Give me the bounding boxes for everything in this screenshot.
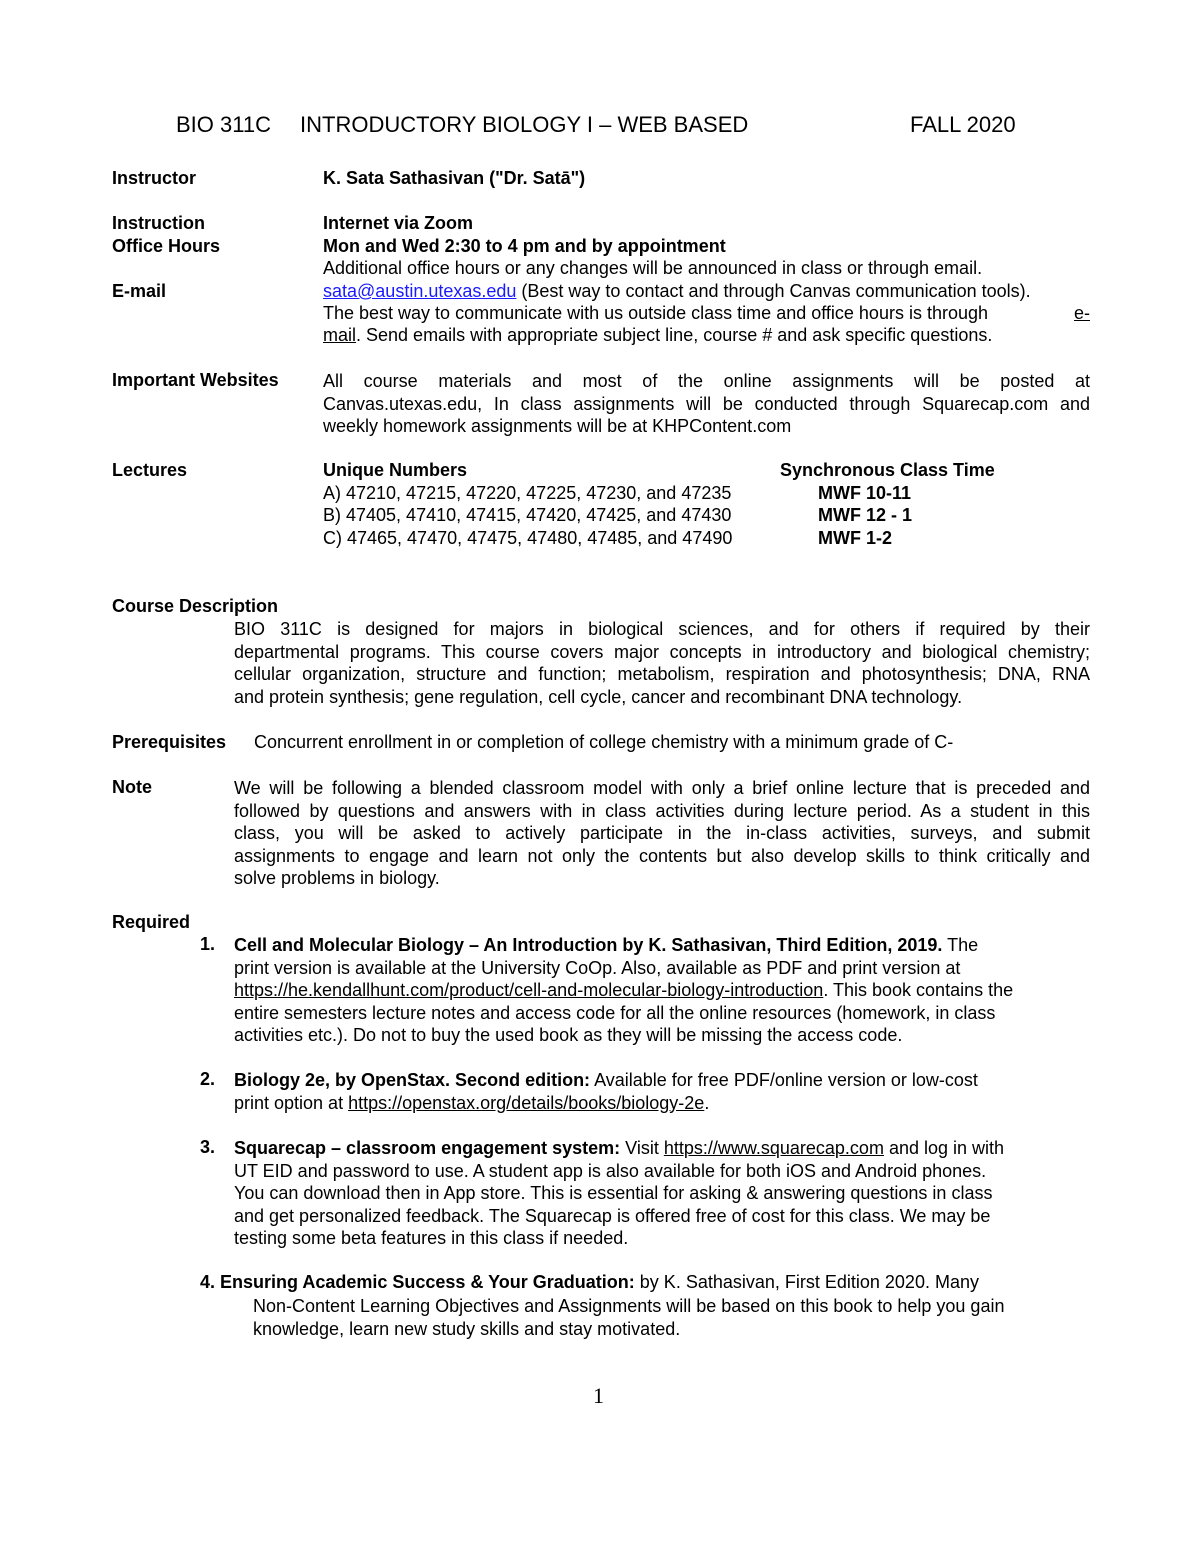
required-item-3-line: UT EID and password to use. A student app is also available for both iOS and Android phones. (234, 1160, 987, 1181)
course-title: INTRODUCTORY BIOLOGY I – WEB BASED (300, 112, 749, 137)
note-text (234, 777, 1090, 890)
openstax-link[interactable]: https://openstax.org/details/books/biology-2e (348, 1092, 705, 1113)
lecture-numbers-a: A) 47210, 47215, 47220, 47225, 47230, and 47235 (323, 483, 732, 503)
note-line: We will be following a blended classroom model with only a brief online lecture that is preceded and (234, 778, 1090, 798)
instructor-value: K. Sata Sathasivan ("Dr. Satā") (323, 168, 586, 188)
note-line: followed by questions and answers with in class activities during lecture period. As a student in this (234, 800, 1090, 821)
required-item-2-text: . (704, 1092, 710, 1113)
email-note: (Best way to contact and through Canvas communication tools). (516, 281, 1031, 301)
required-item-1-number: 1. (200, 934, 216, 954)
email-link[interactable]: sata@austin.utexas.edu (323, 281, 517, 301)
email-line-2 (323, 303, 1090, 324)
email-line-3-link[interactable]: mail (323, 325, 357, 345)
required-item-3-line: and get personalized feedback. The Squarecap is offered free of cost for this class. We may be (234, 1205, 991, 1226)
office-hours-label: Office Hours (112, 236, 221, 256)
required-item-3-text: and log in with (883, 1138, 1005, 1158)
websites-line: Canvas.utexas.edu, In class assignments will be conducted through Squarecap.com and (323, 393, 1090, 414)
websites-line: weekly homework assignments will be at KHPContent.com (323, 416, 792, 436)
required-item-1 (234, 934, 1104, 1047)
lecture-time-b: MWF 12 - 1 (818, 505, 913, 525)
required-item-2-text: print option at (234, 1092, 349, 1113)
course-description-text (234, 618, 1090, 708)
required-item-4-line: Non-Content Learning Objectives and Assignments will be based on this book to help you gain (253, 1296, 1005, 1316)
websites-label: Important Websites (112, 370, 279, 390)
required-item-3-text: Visit (620, 1138, 664, 1158)
required-item-3-line: You can download then in App store. This is essential for asking & answering questions in class (234, 1183, 993, 1203)
required-item-1-line: print version is available at the University CoOp. Also, available as PDF and print version at (234, 957, 961, 978)
email-label: E-mail (112, 281, 167, 301)
required-item-3-line: testing some beta features in this class if needed. (234, 1228, 629, 1248)
instruction-value: Internet via Zoom (323, 213, 474, 233)
course-code: BIO 311C (176, 112, 271, 137)
email-line-2-link[interactable]: e- (1073, 303, 1090, 323)
class-time-header: Synchronous Class Time (780, 460, 995, 480)
websites-text (323, 370, 1090, 438)
description-line: cellular organization, structure and function; metabolism, respiration and photosynthesis; DNA, RNA (234, 664, 1090, 684)
note-label: Note (112, 777, 152, 797)
description-line: and protein synthesis; gene regulation, cell cycle, cancer and recombinant DNA technology. (234, 686, 963, 707)
prerequisites-text: Concurrent enrollment in or completion of college chemistry with a minimum grade of C- (254, 732, 954, 752)
required-item-4-line: knowledge, learn new study skills and stay motivated. (253, 1318, 681, 1339)
note-line: class, you will be asked to actively participate in the in-class activities, surveys, and submit (234, 823, 1090, 843)
office-hours-value: Mon and Wed 2:30 to 4 pm and by appointment (323, 236, 726, 256)
page-number: 1 (593, 1383, 604, 1408)
required-item-3 (234, 1137, 1104, 1250)
kendallhunt-link[interactable]: https://he.kendallhunt.com/product/cell-and-molecular-biology-introduction (234, 980, 824, 1000)
lecture-time-a: MWF 10-11 (818, 483, 912, 503)
instruction-label: Instruction (112, 213, 205, 233)
required-item-3-number: 3. (200, 1137, 216, 1157)
websites-line: All course materials and most of the online assignments will be posted at (323, 371, 1090, 391)
office-hours-note: Additional office hours or any changes will be announced in class or through email. (323, 258, 983, 278)
required-item-4-text: by K. Sathasivan, First Edition 2020. Many (634, 1272, 979, 1292)
email-line-1 (323, 281, 1031, 302)
lecture-numbers-c: C) 47465, 47470, 47475, 47480, 47485, and 47490 (323, 528, 733, 548)
required-item-1-title: Cell and Molecular Biology – An Introduction by K. Sathasivan, Third Edition, 2019. (234, 935, 943, 955)
required-item-1-line: activities etc.). Do not to buy the used book as they will be missing the access code. (234, 1025, 903, 1045)
required-label: Required (112, 912, 191, 932)
required-item-4-body (253, 1295, 1103, 1340)
required-item-4-title: 4. Ensuring Academic Success & Your Graduation: (200, 1272, 635, 1292)
description-line: departmental programs. This course covers major concepts in introductory and biological chemistry; (234, 641, 1090, 662)
squarecap-link[interactable]: https://www.squarecap.com (663, 1138, 884, 1158)
course-term: FALL 2020 (910, 112, 1016, 137)
unique-numbers-header: Unique Numbers (323, 460, 468, 480)
lecture-time-c: MWF 1-2 (818, 528, 892, 548)
email-line-3-text: . Send emails with appropriate subject line, course # and ask specific questions. (356, 325, 993, 345)
required-item-2-title: Biology 2e, by OpenStax. Second edition: (234, 1070, 591, 1090)
email-line-2-text: The best way to communicate with us outside class time and office hours is through (323, 303, 988, 323)
required-item-2-number: 2. (200, 1069, 216, 1089)
required-item-1-line: entire semesters lecture notes and access code for all the online resources (homework, in class (234, 1002, 996, 1023)
lecture-numbers-b: B) 47405, 47410, 47415, 47420, 47425, and 47430 (323, 505, 732, 525)
lectures-label: Lectures (112, 460, 188, 480)
prerequisites-label: Prerequisites (112, 732, 227, 752)
course-description-label: Course Description (112, 596, 279, 616)
required-item-4-first-line (200, 1272, 979, 1293)
required-item-2-text: Available for free PDF/online version or low-cost (590, 1070, 978, 1090)
note-line: assignments to engage and learn not only the contents but also develop skills to think critically and (234, 845, 1090, 866)
email-line-3 (323, 325, 992, 346)
required-item-3-title: Squarecap – classroom engagement system: (234, 1138, 621, 1158)
note-line: solve problems in biology. (234, 868, 440, 888)
required-item-1-text: . This book contains the (823, 980, 1014, 1000)
required-item-2 (234, 1069, 1104, 1114)
required-item-1-text: The (942, 935, 979, 955)
instructor-label: Instructor (112, 168, 197, 188)
description-line: BIO 311C is designed for majors in biological sciences, and for others if required by their (234, 619, 1090, 639)
